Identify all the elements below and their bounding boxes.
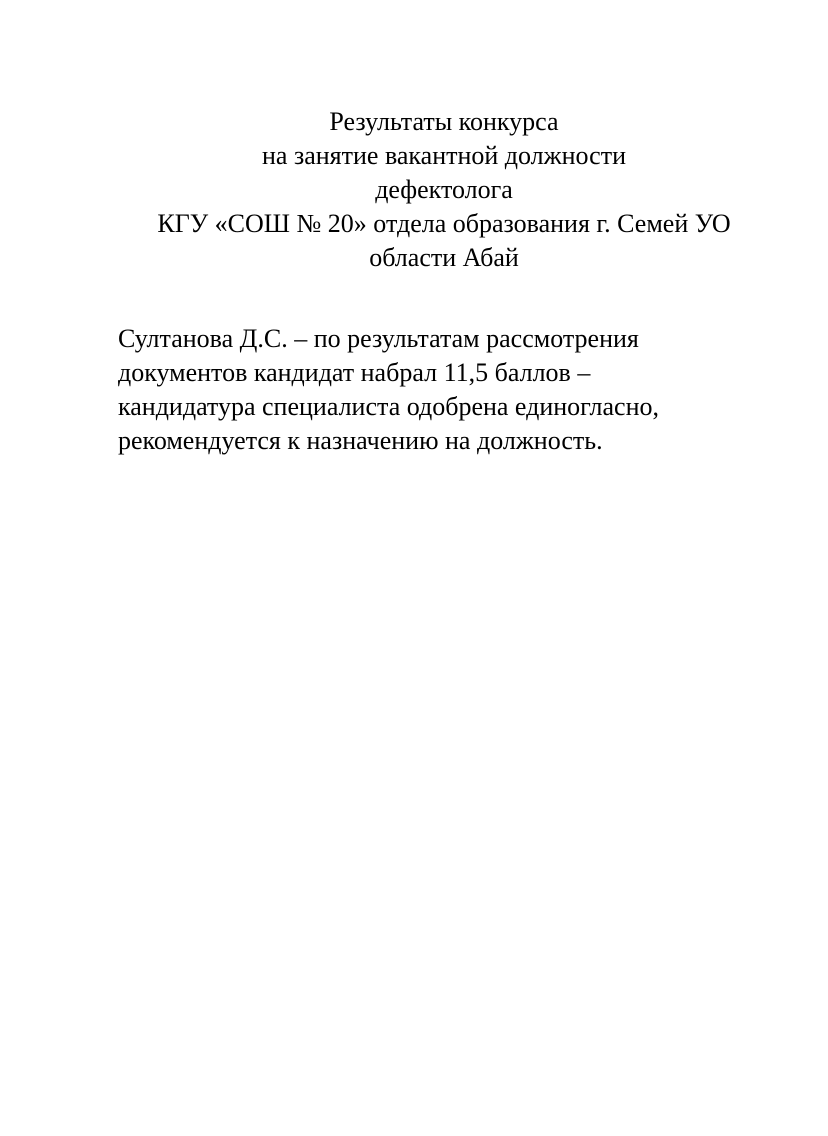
body-line: документов кандидат набрал 11,5 баллов – — [118, 358, 591, 387]
title-line: на занятие вакантной должности — [261, 141, 626, 170]
body-line: Султанова Д.С. – по результатам рассмотрения — [118, 324, 639, 353]
body-line: кандидатура специалиста одобрена единогласно, — [118, 392, 659, 421]
body-line: рекомендуется к назначению на должность. — [118, 426, 603, 455]
title-line: дефектолога — [375, 175, 513, 204]
document-body — [118, 322, 798, 458]
document-title — [90, 105, 798, 275]
title-line: Результаты конкурса — [329, 107, 559, 136]
title-line: КГУ «СОШ № 20» отдела образования г. Семей УО — [157, 209, 731, 238]
title-line: области Абай — [369, 243, 519, 272]
